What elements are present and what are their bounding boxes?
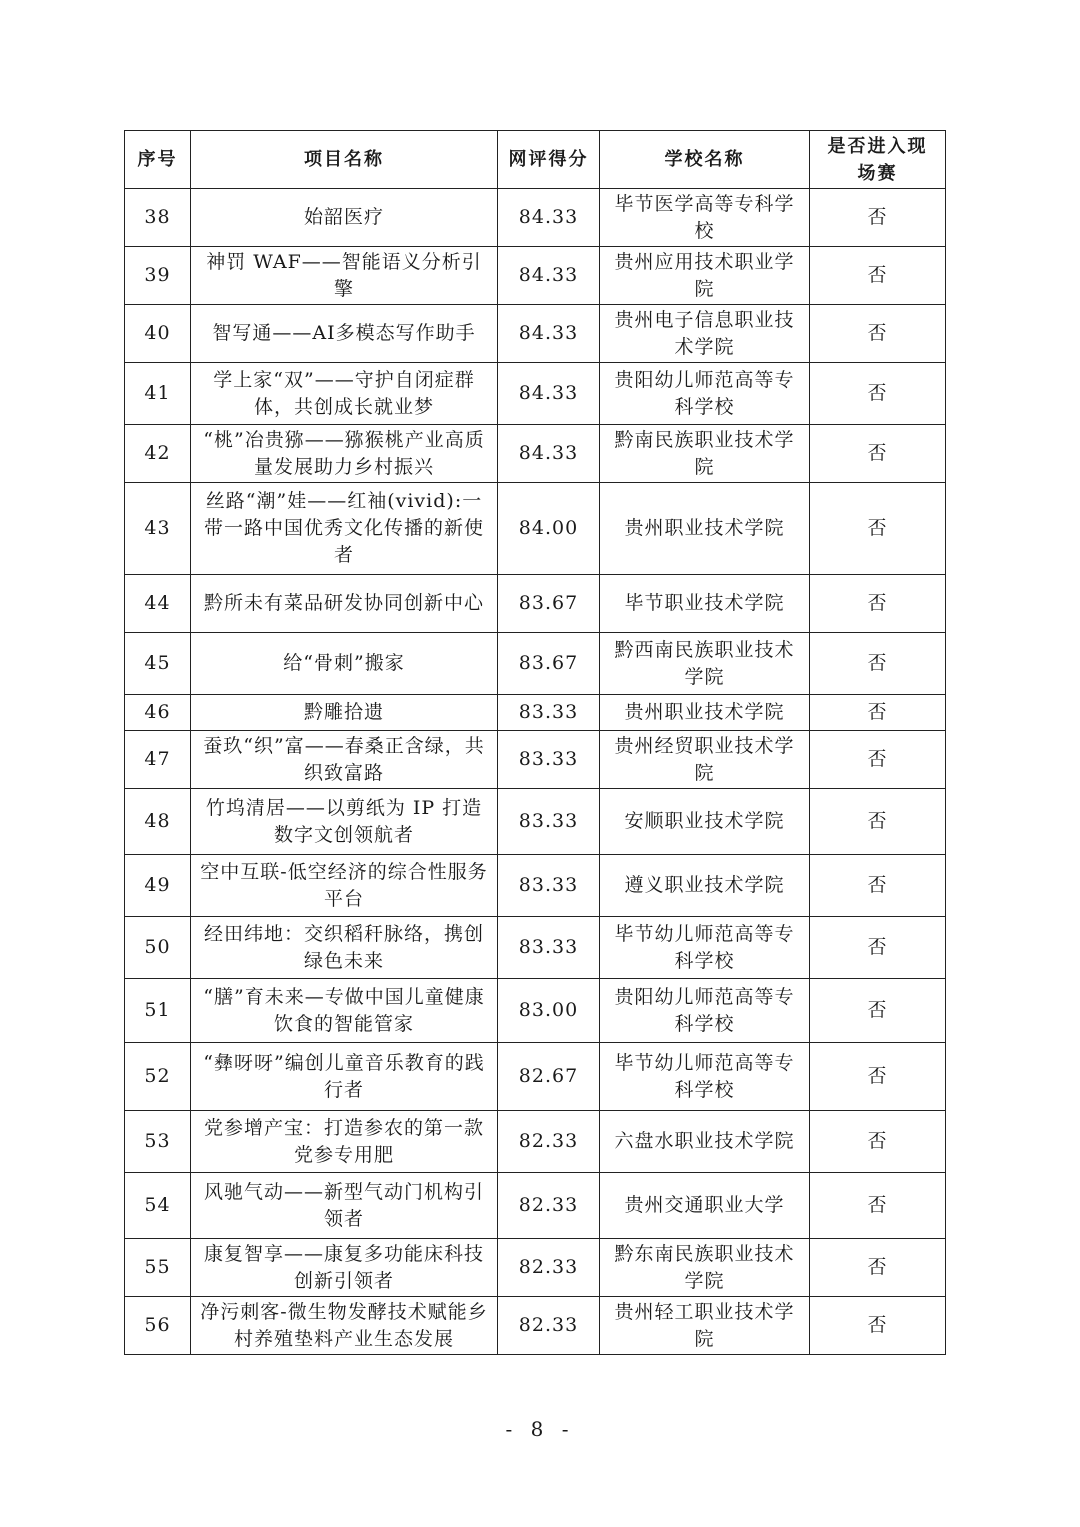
table-row [125,855,946,917]
table-row [125,305,946,363]
cell-score: 82.33 [498,1173,600,1239]
cell-index: 55 [125,1239,191,1297]
cell-qualified: 否 [810,363,946,425]
table-row [125,789,946,855]
cell-qualified: 否 [810,1111,946,1173]
table-row [125,247,946,305]
results-table [124,130,946,1355]
cell-index: 56 [125,1297,191,1355]
cell-index: 47 [125,731,191,789]
header-qualified: 是否进入现场赛 [810,131,946,189]
cell-score: 82.67 [498,1043,600,1111]
cell-index: 51 [125,979,191,1043]
cell-project-name: 风驰气动——新型气动门机构引领者 [191,1173,498,1239]
cell-score: 83.33 [498,731,600,789]
table-header-row [125,131,946,189]
cell-index: 38 [125,189,191,247]
cell-score: 82.33 [498,1239,600,1297]
cell-project-name: 经田纬地：交织稻秆脉络，携创绿色未来 [191,917,498,979]
cell-project-name: 竹坞清居——以剪纸为 IP 打造数字文创领航者 [191,789,498,855]
cell-score: 82.33 [498,1297,600,1355]
cell-score: 83.33 [498,789,600,855]
cell-project-name: “膳”育未来—专做中国儿童健康饮食的智能管家 [191,979,498,1043]
cell-project-name: “桃”冶贵猕——猕猴桃产业高质量发展助力乡村振兴 [191,425,498,483]
cell-school-name: 贵州交通职业大学 [600,1173,810,1239]
cell-qualified: 否 [810,917,946,979]
cell-qualified: 否 [810,1173,946,1239]
cell-score: 84.00 [498,483,600,575]
header-score: 网评得分 [498,131,600,189]
cell-score: 83.33 [498,855,600,917]
page-number: - 8 - [505,1417,575,1441]
cell-index: 39 [125,247,191,305]
table-row [125,1173,946,1239]
cell-project-name: 智写通——AI多模态写作助手 [191,305,498,363]
cell-school-name: 毕节幼儿师范高等专科学校 [600,917,810,979]
cell-qualified: 否 [810,731,946,789]
header-school-name: 学校名称 [600,131,810,189]
cell-project-name: 空中互联-低空经济的综合性服务平台 [191,855,498,917]
cell-index: 40 [125,305,191,363]
cell-project-name: 学上家“双”——守护自闭症群体，共创成长就业梦 [191,363,498,425]
cell-school-name: 贵州轻工职业技术学院 [600,1297,810,1355]
table-row [125,1111,946,1173]
cell-project-name: 蚕玖“织”富——春桑正含绿，共织致富路 [191,731,498,789]
cell-index: 53 [125,1111,191,1173]
table-row [125,189,946,247]
cell-project-name: 康复智享——康复多功能床科技创新引领者 [191,1239,498,1297]
header-index: 序号 [125,131,191,189]
cell-score: 83.33 [498,695,600,731]
cell-school-name: 贵州应用技术职业学院 [600,247,810,305]
table-row [125,1297,946,1355]
cell-school-name: 毕节医学高等专科学校 [600,189,810,247]
cell-school-name: 贵州职业技术学院 [600,695,810,731]
cell-score: 82.33 [498,1111,600,1173]
cell-qualified: 否 [810,695,946,731]
table-row [125,633,946,695]
cell-school-name: 贵州职业技术学院 [600,483,810,575]
cell-score: 83.33 [498,917,600,979]
table-row [125,425,946,483]
cell-qualified: 否 [810,189,946,247]
cell-score: 84.33 [498,305,600,363]
cell-school-name: 黔西南民族职业技术学院 [600,633,810,695]
cell-index: 42 [125,425,191,483]
table-row [125,1043,946,1111]
cell-qualified: 否 [810,1297,946,1355]
cell-index: 48 [125,789,191,855]
cell-score: 83.67 [498,633,600,695]
cell-index: 44 [125,575,191,633]
cell-school-name: 贵州电子信息职业技术学院 [600,305,810,363]
cell-qualified: 否 [810,633,946,695]
cell-qualified: 否 [810,247,946,305]
cell-project-name: 净污刺客-微生物发酵技术赋能乡村养殖垫料产业生态发展 [191,1297,498,1355]
cell-qualified: 否 [810,575,946,633]
table-row [125,917,946,979]
header-project-name: 项目名称 [191,131,498,189]
cell-qualified: 否 [810,1239,946,1297]
cell-qualified: 否 [810,789,946,855]
cell-qualified: 否 [810,425,946,483]
cell-project-name: 给“骨刺”搬家 [191,633,498,695]
cell-qualified: 否 [810,483,946,575]
cell-project-name: 丝路“潮”娃——红袖(vivid):一带一路中国优秀文化传播的新使者 [191,483,498,575]
table-row [125,363,946,425]
cell-project-name: 黔所未有菜品研发协同创新中心 [191,575,498,633]
cell-index: 43 [125,483,191,575]
table-row [125,575,946,633]
cell-project-name: 党参增产宝：打造参农的第一款党参专用肥 [191,1111,498,1173]
cell-index: 45 [125,633,191,695]
cell-qualified: 否 [810,305,946,363]
cell-score: 83.00 [498,979,600,1043]
cell-index: 50 [125,917,191,979]
cell-score: 84.33 [498,189,600,247]
cell-school-name: 毕节职业技术学院 [600,575,810,633]
table-row [125,979,946,1043]
cell-score: 83.67 [498,575,600,633]
cell-project-name: 神罚 WAF——智能语义分析引擎 [191,247,498,305]
cell-school-name: 贵州经贸职业技术学院 [600,731,810,789]
cell-school-name: 贵阳幼儿师范高等专科学校 [600,979,810,1043]
cell-index: 46 [125,695,191,731]
table-row [125,695,946,731]
cell-school-name: 贵阳幼儿师范高等专科学校 [600,363,810,425]
cell-qualified: 否 [810,1043,946,1111]
cell-index: 49 [125,855,191,917]
cell-school-name: 遵义职业技术学院 [600,855,810,917]
cell-project-name: 黔雕拾遗 [191,695,498,731]
table-body [125,189,946,1355]
cell-score: 84.33 [498,363,600,425]
cell-score: 84.33 [498,247,600,305]
table-row [125,483,946,575]
cell-qualified: 否 [810,979,946,1043]
cell-school-name: 毕节幼儿师范高等专科学校 [600,1043,810,1111]
cell-school-name: 黔东南民族职业技术学院 [600,1239,810,1297]
cell-school-name: 黔南民族职业技术学院 [600,425,810,483]
cell-score: 84.33 [498,425,600,483]
cell-school-name: 安顺职业技术学院 [600,789,810,855]
cell-index: 52 [125,1043,191,1111]
cell-qualified: 否 [810,855,946,917]
cell-index: 41 [125,363,191,425]
cell-school-name: 六盘水职业技术学院 [600,1111,810,1173]
table-row [125,731,946,789]
cell-project-name: “彝呀呀”编创儿童音乐教育的践行者 [191,1043,498,1111]
cell-project-name: 始韶医疗 [191,189,498,247]
cell-index: 54 [125,1173,191,1239]
table-row [125,1239,946,1297]
